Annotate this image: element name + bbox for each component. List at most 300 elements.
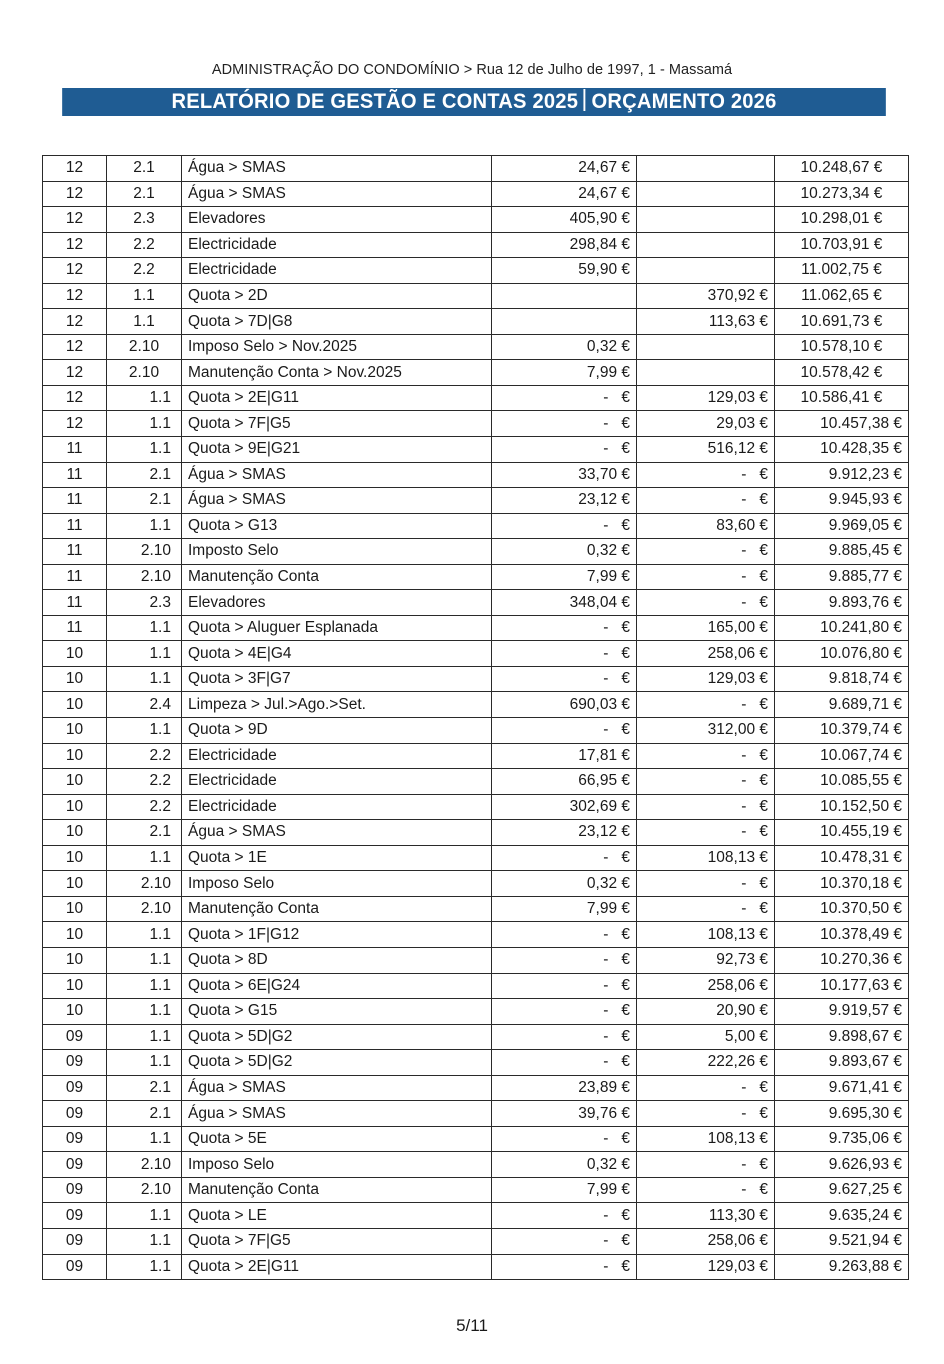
balance-cell: 10.691,73 € <box>775 309 909 335</box>
balance-cell: 9.893,76 € <box>775 590 909 616</box>
code-cell: 2.1 <box>107 488 182 514</box>
balance-cell: 10.428,35 € <box>775 437 909 463</box>
debit-cell: 23,89 € <box>492 1075 637 1101</box>
code-cell: 2.10 <box>107 334 182 360</box>
code-cell: 2.2 <box>107 794 182 820</box>
table-row <box>43 743 909 769</box>
code-cell: 1.1 <box>107 641 182 667</box>
debit-cell: 7,99 € <box>492 564 637 590</box>
debit-cell: 7,99 € <box>492 1177 637 1203</box>
credit-cell: - € <box>637 488 775 514</box>
month-cell: 11 <box>43 513 107 539</box>
balance-cell: 9.885,45 € <box>775 539 909 565</box>
credit-cell: 370,92 € <box>637 283 775 309</box>
balance-cell: 10.586,41 € <box>775 385 909 411</box>
month-cell: 09 <box>43 1152 107 1178</box>
debit-cell: 23,12 € <box>492 820 637 846</box>
month-cell: 09 <box>43 1126 107 1152</box>
credit-cell: 92,73 € <box>637 947 775 973</box>
balance-cell: 10.241,80 € <box>775 615 909 641</box>
credit-cell: 165,00 € <box>637 615 775 641</box>
debit-cell: 405,90 € <box>492 207 637 233</box>
description-cell: Quota > 3F|G7 <box>182 666 492 692</box>
balance-cell: 9.885,77 € <box>775 564 909 590</box>
table-row <box>43 1228 909 1254</box>
code-cell: 2.2 <box>107 743 182 769</box>
month-cell: 10 <box>43 794 107 820</box>
code-cell: 2.1 <box>107 1101 182 1127</box>
description-cell: Manutenção Conta <box>182 1177 492 1203</box>
month-cell: 10 <box>43 820 107 846</box>
table-row <box>43 922 909 948</box>
month-cell: 10 <box>43 922 107 948</box>
debit-cell: 17,81 € <box>492 743 637 769</box>
table-row <box>43 1203 909 1229</box>
credit-cell: 129,03 € <box>637 1254 775 1280</box>
table-row <box>43 1152 909 1178</box>
description-cell: Imposo Selo <box>182 871 492 897</box>
table-row <box>43 692 909 718</box>
balance-cell: 11.002,75 € <box>775 258 909 284</box>
month-cell: 10 <box>43 896 107 922</box>
month-cell: 10 <box>43 871 107 897</box>
balance-cell: 9.626,93 € <box>775 1152 909 1178</box>
code-cell: 2.3 <box>107 590 182 616</box>
month-cell: 12 <box>43 181 107 207</box>
table-row <box>43 334 909 360</box>
month-cell: 12 <box>43 207 107 233</box>
description-cell: Quota > 5D|G2 <box>182 1024 492 1050</box>
code-cell: 2.10 <box>107 564 182 590</box>
report-title: RELATÓRIO DE GESTÃO E CONTAS 2025 <box>171 90 579 113</box>
description-cell: Quota > 9D <box>182 718 492 744</box>
credit-cell <box>637 334 775 360</box>
month-cell: 09 <box>43 1203 107 1229</box>
page-number: 5/11 <box>456 1316 488 1335</box>
debit-cell: - € <box>492 1254 637 1280</box>
code-cell: 1.1 <box>107 411 182 437</box>
balance-cell: 10.067,74 € <box>775 743 909 769</box>
balance-cell: 9.635,24 € <box>775 1203 909 1229</box>
credit-cell: 108,13 € <box>637 1126 775 1152</box>
table-row <box>43 411 909 437</box>
description-cell: Água > SMAS <box>182 820 492 846</box>
report-title-banner <box>62 88 886 116</box>
description-cell: Quota > 5D|G2 <box>182 1050 492 1076</box>
debit-cell: - € <box>492 718 637 744</box>
table-row <box>43 769 909 795</box>
table-row <box>43 258 909 284</box>
description-cell: Electricidade <box>182 743 492 769</box>
month-cell: 09 <box>43 1024 107 1050</box>
balance-cell: 10.370,50 € <box>775 896 909 922</box>
debit-cell: - € <box>492 1050 637 1076</box>
credit-cell: 258,06 € <box>637 1228 775 1254</box>
credit-cell: 29,03 € <box>637 411 775 437</box>
description-cell: Manutenção Conta <box>182 896 492 922</box>
month-cell: 12 <box>43 258 107 284</box>
credit-cell <box>637 232 775 258</box>
balance-cell: 10.270,36 € <box>775 947 909 973</box>
credit-cell: - € <box>637 1152 775 1178</box>
table-row <box>43 718 909 744</box>
month-cell: 09 <box>43 1101 107 1127</box>
code-cell: 1.1 <box>107 947 182 973</box>
table-row <box>43 794 909 820</box>
description-cell: Água > SMAS <box>182 462 492 488</box>
description-cell: Quota > G15 <box>182 999 492 1025</box>
credit-cell: 113,30 € <box>637 1203 775 1229</box>
balance-cell: 9.818,74 € <box>775 666 909 692</box>
credit-cell: - € <box>637 590 775 616</box>
credit-cell: - € <box>637 1101 775 1127</box>
code-cell: 2.10 <box>107 1152 182 1178</box>
code-cell: 2.2 <box>107 258 182 284</box>
code-cell: 1.1 <box>107 973 182 999</box>
balance-cell: 10.478,31 € <box>775 845 909 871</box>
debit-cell: - € <box>492 513 637 539</box>
description-cell: Quota > 2E|G11 <box>182 1254 492 1280</box>
description-cell: Água > SMAS <box>182 156 492 182</box>
table-row <box>43 539 909 565</box>
balance-cell: 9.671,41 € <box>775 1075 909 1101</box>
month-cell: 11 <box>43 462 107 488</box>
month-cell: 10 <box>43 666 107 692</box>
code-cell: 2.10 <box>107 539 182 565</box>
debit-cell: 0,32 € <box>492 1152 637 1178</box>
table-row <box>43 385 909 411</box>
table-row <box>43 462 909 488</box>
code-cell: 1.1 <box>107 1228 182 1254</box>
description-cell: Quota > 2E|G11 <box>182 385 492 411</box>
debit-cell: - € <box>492 1228 637 1254</box>
description-cell: Quota > 7F|G5 <box>182 411 492 437</box>
month-cell: 10 <box>43 947 107 973</box>
credit-cell <box>637 181 775 207</box>
code-cell: 2.10 <box>107 871 182 897</box>
table-row <box>43 1126 909 1152</box>
balance-cell: 10.076,80 € <box>775 641 909 667</box>
credit-cell: - € <box>637 1075 775 1101</box>
description-cell: Água > SMAS <box>182 488 492 514</box>
code-cell: 1.1 <box>107 718 182 744</box>
credit-cell: - € <box>637 820 775 846</box>
credit-cell: - € <box>637 539 775 565</box>
debit-cell <box>492 283 637 309</box>
code-cell: 1.1 <box>107 385 182 411</box>
description-cell: Quota > G13 <box>182 513 492 539</box>
description-cell: Imposto Selo <box>182 539 492 565</box>
table-row <box>43 641 909 667</box>
table-row <box>43 309 909 335</box>
month-cell: 10 <box>43 692 107 718</box>
credit-cell: - € <box>637 743 775 769</box>
debit-cell: - € <box>492 1203 637 1229</box>
balance-cell: 9.912,23 € <box>775 462 909 488</box>
debit-cell: - € <box>492 641 637 667</box>
balance-cell: 10.703,91 € <box>775 232 909 258</box>
debit-cell: 24,67 € <box>492 156 637 182</box>
debit-cell: - € <box>492 999 637 1025</box>
table-row <box>43 1177 909 1203</box>
credit-cell: 129,03 € <box>637 666 775 692</box>
credit-cell <box>637 156 775 182</box>
table-row <box>43 666 909 692</box>
debit-cell: 348,04 € <box>492 590 637 616</box>
code-cell: 2.1 <box>107 181 182 207</box>
month-cell: 12 <box>43 385 107 411</box>
credit-cell: - € <box>637 769 775 795</box>
balance-cell: 10.177,63 € <box>775 973 909 999</box>
debit-cell: 0,32 € <box>492 539 637 565</box>
month-cell: 12 <box>43 156 107 182</box>
table-row <box>43 1050 909 1076</box>
description-cell: Electricidade <box>182 232 492 258</box>
table-row <box>43 973 909 999</box>
credit-cell: 20,90 € <box>637 999 775 1025</box>
code-cell: 1.1 <box>107 513 182 539</box>
balance-cell: 9.263,88 € <box>775 1254 909 1280</box>
description-cell: Quota > 4E|G4 <box>182 641 492 667</box>
description-cell: Quota > 6E|G24 <box>182 973 492 999</box>
credit-cell: 258,06 € <box>637 641 775 667</box>
table-row <box>43 845 909 871</box>
balance-cell: 10.298,01 € <box>775 207 909 233</box>
code-cell: 1.1 <box>107 922 182 948</box>
debit-cell: 59,90 € <box>492 258 637 284</box>
balance-cell: 10.455,19 € <box>775 820 909 846</box>
credit-cell: 108,13 € <box>637 922 775 948</box>
description-cell: Manutenção Conta > Nov.2025 <box>182 360 492 386</box>
debit-cell: - € <box>492 615 637 641</box>
title-separator <box>584 89 586 111</box>
balance-cell: 10.378,49 € <box>775 922 909 948</box>
code-cell: 1.1 <box>107 615 182 641</box>
balance-cell: 10.578,10 € <box>775 334 909 360</box>
code-cell: 1.1 <box>107 1203 182 1229</box>
credit-cell: 83,60 € <box>637 513 775 539</box>
month-cell: 10 <box>43 718 107 744</box>
debit-cell: - € <box>492 666 637 692</box>
credit-cell: 108,13 € <box>637 845 775 871</box>
code-cell: 2.10 <box>107 360 182 386</box>
description-cell: Quota > 1F|G12 <box>182 922 492 948</box>
balance-cell: 9.893,67 € <box>775 1050 909 1076</box>
credit-cell: - € <box>637 692 775 718</box>
code-cell: 2.2 <box>107 769 182 795</box>
code-cell: 2.1 <box>107 462 182 488</box>
table-row <box>43 181 909 207</box>
description-cell: Elevadores <box>182 207 492 233</box>
debit-cell: - € <box>492 922 637 948</box>
document-breadcrumb: ADMINISTRAÇÃO DO CONDOMÍNIO > Rua 12 de Julho de 1997, 1 - Massamá <box>211 62 733 78</box>
table-row <box>43 437 909 463</box>
description-cell: Quota > LE <box>182 1203 492 1229</box>
balance-cell: 10.578,42 € <box>775 360 909 386</box>
debit-cell: - € <box>492 947 637 973</box>
month-cell: 12 <box>43 334 107 360</box>
description-cell: Quota > 9E|G21 <box>182 437 492 463</box>
debit-cell <box>492 309 637 335</box>
month-cell: 10 <box>43 999 107 1025</box>
table-row <box>43 488 909 514</box>
description-cell: Imposo Selo <box>182 1152 492 1178</box>
balance-cell: 9.945,93 € <box>775 488 909 514</box>
month-cell: 12 <box>43 283 107 309</box>
credit-cell: - € <box>637 462 775 488</box>
code-cell: 2.10 <box>107 1177 182 1203</box>
table-row <box>43 999 909 1025</box>
month-cell: 11 <box>43 437 107 463</box>
credit-cell: 129,03 € <box>637 385 775 411</box>
description-cell: Quota > 7F|G5 <box>182 1228 492 1254</box>
debit-cell: 7,99 € <box>492 896 637 922</box>
month-cell: 10 <box>43 973 107 999</box>
description-cell: Quota > 5E <box>182 1126 492 1152</box>
debit-cell: 0,32 € <box>492 334 637 360</box>
description-cell: Quota > Aluguer Esplanada <box>182 615 492 641</box>
balance-cell: 9.735,06 € <box>775 1126 909 1152</box>
month-cell: 09 <box>43 1228 107 1254</box>
description-cell: Água > SMAS <box>182 1075 492 1101</box>
credit-cell: - € <box>637 794 775 820</box>
code-cell: 1.1 <box>107 437 182 463</box>
balance-cell: 11.062,65 € <box>775 283 909 309</box>
description-cell: Elevadores <box>182 590 492 616</box>
balance-cell: 10.248,67 € <box>775 156 909 182</box>
balance-cell: 9.627,25 € <box>775 1177 909 1203</box>
month-cell: 10 <box>43 769 107 795</box>
table-row <box>43 1254 909 1280</box>
code-cell: 1.1 <box>107 1254 182 1280</box>
balance-cell: 10.370,18 € <box>775 871 909 897</box>
table-row <box>43 1075 909 1101</box>
debit-cell: 7,99 € <box>492 360 637 386</box>
month-cell: 12 <box>43 411 107 437</box>
credit-cell: - € <box>637 896 775 922</box>
balance-cell: 10.085,55 € <box>775 769 909 795</box>
debit-cell: 66,95 € <box>492 769 637 795</box>
month-cell: 10 <box>43 743 107 769</box>
table-row <box>43 360 909 386</box>
balance-cell: 10.379,74 € <box>775 718 909 744</box>
table-row <box>43 820 909 846</box>
month-cell: 10 <box>43 845 107 871</box>
description-cell: Quota > 2D <box>182 283 492 309</box>
table-row <box>43 947 909 973</box>
month-cell: 09 <box>43 1050 107 1076</box>
table-row <box>43 283 909 309</box>
balance-cell: 10.152,50 € <box>775 794 909 820</box>
description-cell: Manutenção Conta <box>182 564 492 590</box>
balance-cell: 9.919,57 € <box>775 999 909 1025</box>
code-cell: 1.1 <box>107 845 182 871</box>
code-cell: 2.3 <box>107 207 182 233</box>
table-row <box>43 207 909 233</box>
debit-cell: 39,76 € <box>492 1101 637 1127</box>
table-row <box>43 232 909 258</box>
table-row <box>43 156 909 182</box>
description-cell: Electricidade <box>182 258 492 284</box>
debit-cell: - € <box>492 385 637 411</box>
table-row <box>43 513 909 539</box>
month-cell: 11 <box>43 539 107 565</box>
table-row <box>43 871 909 897</box>
description-cell: Imposo Selo > Nov.2025 <box>182 334 492 360</box>
credit-cell <box>637 258 775 284</box>
table-row <box>43 564 909 590</box>
month-cell: 09 <box>43 1177 107 1203</box>
debit-cell: 33,70 € <box>492 462 637 488</box>
code-cell: 2.1 <box>107 1075 182 1101</box>
debit-cell: - € <box>492 1126 637 1152</box>
code-cell: 2.1 <box>107 156 182 182</box>
ledger-table <box>42 155 909 1280</box>
month-cell: 12 <box>43 232 107 258</box>
ledger-body <box>43 156 909 1280</box>
code-cell: 1.1 <box>107 1126 182 1152</box>
description-cell: Electricidade <box>182 769 492 795</box>
description-cell: Quota > 8D <box>182 947 492 973</box>
description-cell: Quota > 7D|G8 <box>182 309 492 335</box>
debit-cell: 302,69 € <box>492 794 637 820</box>
code-cell: 2.10 <box>107 896 182 922</box>
code-cell: 2.2 <box>107 232 182 258</box>
code-cell: 2.4 <box>107 692 182 718</box>
debit-cell: 23,12 € <box>492 488 637 514</box>
credit-cell: 5,00 € <box>637 1024 775 1050</box>
code-cell: 1.1 <box>107 999 182 1025</box>
credit-cell: - € <box>637 1177 775 1203</box>
month-cell: 11 <box>43 488 107 514</box>
credit-cell: 516,12 € <box>637 437 775 463</box>
credit-cell: 258,06 € <box>637 973 775 999</box>
debit-cell: 0,32 € <box>492 871 637 897</box>
month-cell: 12 <box>43 360 107 386</box>
credit-cell: 222,26 € <box>637 1050 775 1076</box>
description-cell: Limpeza > Jul.>Ago.>Set. <box>182 692 492 718</box>
month-cell: 09 <box>43 1075 107 1101</box>
month-cell: 11 <box>43 615 107 641</box>
balance-cell: 10.273,34 € <box>775 181 909 207</box>
code-cell: 1.1 <box>107 283 182 309</box>
debit-cell: 690,03 € <box>492 692 637 718</box>
table-row <box>43 896 909 922</box>
debit-cell: - € <box>492 845 637 871</box>
month-cell: 12 <box>43 309 107 335</box>
budget-title: ORÇAMENTO 2026 <box>591 90 777 113</box>
month-cell: 11 <box>43 564 107 590</box>
debit-cell: - € <box>492 411 637 437</box>
balance-cell: 10.457,38 € <box>775 411 909 437</box>
debit-cell: - € <box>492 1024 637 1050</box>
credit-cell <box>637 360 775 386</box>
code-cell: 1.1 <box>107 1024 182 1050</box>
balance-cell: 9.898,67 € <box>775 1024 909 1050</box>
credit-cell: - € <box>637 871 775 897</box>
balance-cell: 9.969,05 € <box>775 513 909 539</box>
code-cell: 1.1 <box>107 1050 182 1076</box>
balance-cell: 9.689,71 € <box>775 692 909 718</box>
balance-cell: 9.695,30 € <box>775 1101 909 1127</box>
month-cell: 10 <box>43 641 107 667</box>
code-cell: 1.1 <box>107 666 182 692</box>
description-cell: Água > SMAS <box>182 1101 492 1127</box>
credit-cell: - € <box>637 564 775 590</box>
table-row <box>43 590 909 616</box>
balance-cell: 9.521,94 € <box>775 1228 909 1254</box>
table-row <box>43 1024 909 1050</box>
